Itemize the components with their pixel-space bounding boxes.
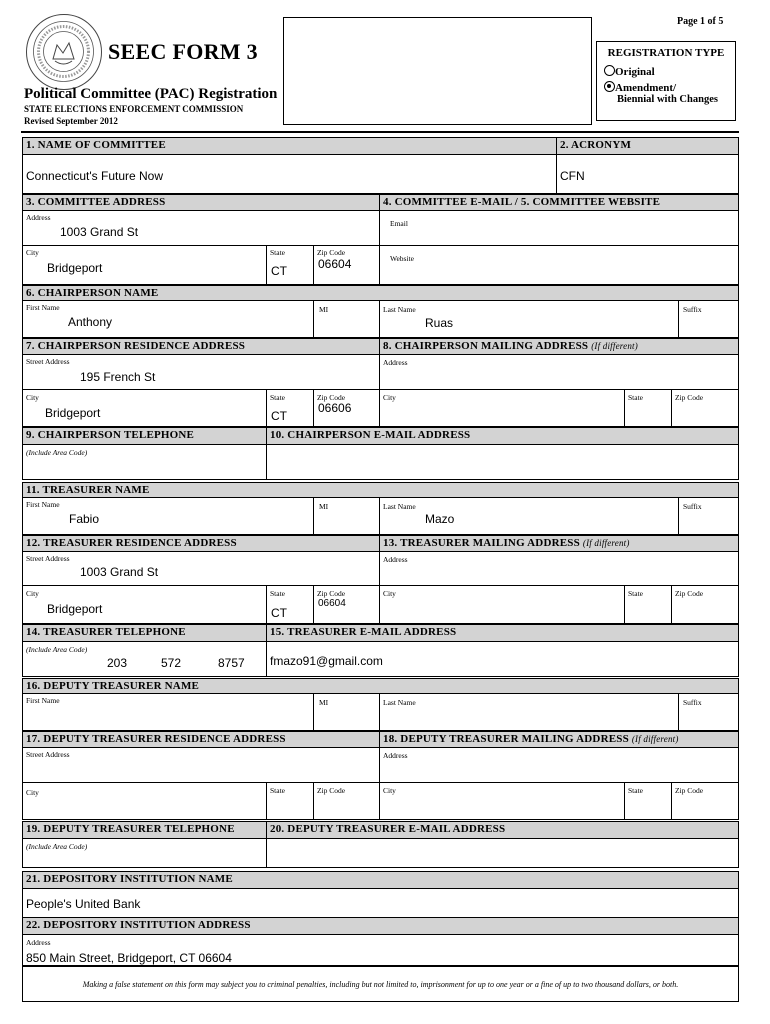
- zip-label: Zip Code: [317, 589, 346, 598]
- treas-last-value: Mazo: [425, 512, 455, 526]
- first-name-label: First Name: [26, 696, 60, 705]
- chair-suffix-field[interactable]: [678, 300, 739, 338]
- bank-name-value: People's United Bank: [26, 897, 141, 911]
- legal-warning: Making a false statement on this form may subject you to criminal penalties, including but not limited to, imprisonment for up to one year or a fine of up to two thousand dollars, or both.: [82, 980, 679, 989]
- bank-name-field[interactable]: [22, 888, 739, 918]
- chair-mailing-zip-field[interactable]: [671, 389, 739, 427]
- chair-street-field[interactable]: [22, 354, 380, 390]
- radio-amendment-icon[interactable]: [604, 81, 615, 92]
- registration-type-box: [596, 41, 736, 121]
- state-seal: [26, 14, 102, 90]
- seal-icon: [27, 15, 100, 88]
- deputy-mi-field[interactable]: [313, 693, 380, 731]
- section-13-title: 13. TREASURER MAILING ADDRESS: [383, 537, 580, 549]
- section-7-header: 7. CHAIRPERSON RESIDENCE ADDRESS: [22, 338, 380, 355]
- amendment-label-line2: Biennial with Changes: [617, 94, 718, 105]
- suffix-label: Suffix: [683, 305, 702, 314]
- street-address-label: Street Address: [26, 357, 70, 366]
- area-code-label: (Include Area Code): [26, 842, 88, 851]
- mi-label: MI: [319, 502, 329, 511]
- committee-state-field[interactable]: [266, 245, 314, 285]
- if-different-label: (If different): [591, 341, 638, 351]
- bank-address-field[interactable]: [22, 934, 739, 966]
- section-13-header: [379, 535, 739, 552]
- chair-zip-value: 06606: [318, 401, 352, 415]
- chair-state-value: CT: [271, 409, 287, 423]
- city-label: City: [26, 393, 39, 402]
- chair-last-field[interactable]: [379, 300, 679, 338]
- first-name-label: First Name: [26, 500, 60, 509]
- section-21-header: 21. DEPOSITORY INSTITUTION NAME: [22, 871, 739, 889]
- section-6-header: 6. CHAIRPERSON NAME: [22, 285, 739, 301]
- treas-first-value: Fabio: [69, 512, 100, 526]
- acronym-field[interactable]: [556, 154, 739, 194]
- chair-mailing-state-field[interactable]: [624, 389, 672, 427]
- section-3-header: 3. COMMITTEE ADDRESS: [22, 194, 380, 211]
- section-16-header: 16. DEPUTY TREASURER NAME: [22, 678, 739, 694]
- section-8-title: 8. CHAIRPERSON MAILING ADDRESS: [383, 340, 589, 352]
- section-9-header: 9. CHAIRPERSON TELEPHONE: [22, 427, 267, 445]
- if-different-label: (If different): [582, 538, 630, 548]
- deputy-mailing-city-field[interactable]: [379, 782, 625, 820]
- committee-address-field[interactable]: [22, 210, 380, 246]
- treas-mailing-address-field[interactable]: [379, 551, 739, 586]
- if-different-label: (If different): [631, 734, 679, 744]
- state-label: State: [270, 786, 285, 795]
- treas-mailing-zip-field[interactable]: [671, 585, 739, 624]
- chair-email-field[interactable]: [266, 444, 739, 480]
- deputy-street-field[interactable]: [22, 747, 380, 783]
- deputy-first-field[interactable]: [22, 693, 314, 731]
- address-label: Address: [383, 358, 408, 367]
- chair-street-value: 195 French St: [80, 370, 156, 384]
- section-11-header: 11. TREASURER NAME: [22, 482, 739, 498]
- section-12-header: 12. TREASURER RESIDENCE ADDRESS: [22, 535, 380, 552]
- committee-state-value: CT: [271, 264, 287, 278]
- city-label: City: [26, 589, 39, 598]
- treas-state-value: CT: [271, 606, 287, 620]
- section-10-header: 10. CHAIRPERSON E-MAIL ADDRESS: [266, 427, 739, 445]
- form-title: SEEC FORM 3: [108, 39, 258, 64]
- first-name-label: First Name: [26, 303, 60, 312]
- committee-name-value: Connecticut's Future Now: [26, 169, 164, 183]
- treas-street-field[interactable]: [22, 551, 380, 586]
- treas-zip-field[interactable]: [313, 585, 380, 624]
- address-label: Address: [26, 213, 51, 222]
- zip-label: Zip Code: [675, 393, 704, 402]
- section-18-header: [379, 731, 739, 748]
- city-label: City: [26, 248, 39, 257]
- treas-email-field[interactable]: [266, 641, 739, 677]
- deputy-mailing-state-field[interactable]: [624, 782, 672, 820]
- state-label: State: [628, 393, 643, 402]
- section-22-header: 22. DEPOSITORY INSTITUTION ADDRESS: [22, 917, 739, 935]
- section-20-header: 20. DEPUTY TREASURER E-MAIL ADDRESS: [266, 821, 739, 839]
- city-label: City: [26, 788, 39, 797]
- state-label: State: [270, 248, 285, 257]
- city-label: City: [383, 393, 396, 402]
- mi-label: MI: [319, 698, 329, 707]
- area-code-label: (Include Area Code): [26, 645, 88, 654]
- office-use-box: [283, 17, 592, 125]
- revised-date: Revised September 2012: [24, 116, 118, 126]
- amendment-label: Amendment/: [615, 82, 677, 94]
- treas-street-value: 1003 Grand St: [80, 565, 159, 579]
- committee-name-field[interactable]: [22, 154, 557, 194]
- treas-suffix-field[interactable]: [678, 497, 739, 535]
- chair-state-field[interactable]: [266, 389, 314, 427]
- city-label: City: [383, 786, 396, 795]
- suffix-label: Suffix: [683, 502, 702, 511]
- committee-website-field[interactable]: [379, 245, 739, 285]
- header-divider: [21, 131, 739, 133]
- address-label: Address: [383, 751, 408, 760]
- section-19-header: 19. DEPUTY TREASURER TELEPHONE: [22, 821, 267, 839]
- acronym-value: CFN: [560, 169, 585, 183]
- chair-first-value: Anthony: [68, 315, 113, 329]
- committee-email-field[interactable]: [379, 210, 739, 246]
- section-1-header: 1. NAME OF COMMITTEE: [22, 137, 557, 155]
- deputy-suffix-field[interactable]: [678, 693, 739, 731]
- option-amendment[interactable]: [604, 81, 735, 94]
- city-label: City: [383, 589, 396, 598]
- radio-original-icon[interactable]: [604, 65, 615, 76]
- mi-label: MI: [319, 305, 329, 314]
- suffix-label: Suffix: [683, 698, 702, 707]
- last-name-label: Last Name: [383, 305, 416, 314]
- treas-zip-value: 06604: [318, 598, 346, 609]
- footer-box: [22, 966, 739, 1002]
- section-4-header: 4. COMMITTEE E-MAIL / 5. COMMITTEE WEBSITE: [379, 194, 739, 211]
- last-name-label: Last Name: [383, 698, 416, 707]
- committee-zip-field[interactable]: [313, 245, 380, 285]
- page-number: Page 1 of 5: [677, 16, 724, 27]
- deputy-mailing-zip-field[interactable]: [671, 782, 739, 820]
- chair-city-value: Bridgeport: [45, 406, 101, 420]
- section-8-header: [379, 338, 739, 355]
- chair-phone-field[interactable]: [22, 444, 267, 480]
- committee-address-value: 1003 Grand St: [60, 225, 139, 239]
- email-label: Email: [390, 219, 408, 228]
- treas-state-field[interactable]: [266, 585, 314, 624]
- chair-city-field[interactable]: [22, 389, 267, 427]
- state-label: State: [270, 393, 285, 402]
- section-14-header: 14. TREASURER TELEPHONE: [22, 624, 267, 642]
- original-label: Original: [615, 66, 655, 78]
- treas-mi-field[interactable]: [313, 497, 380, 535]
- chair-mailing-city-field[interactable]: [379, 389, 625, 427]
- chair-mi-field[interactable]: [313, 300, 380, 338]
- treas-city-value: Bridgeport: [47, 602, 103, 616]
- treas-mailing-city-field[interactable]: [379, 585, 625, 624]
- option-original[interactable]: [604, 65, 735, 78]
- address-label: Address: [26, 938, 51, 947]
- treas-last-field[interactable]: [379, 497, 679, 535]
- section-18-title: 18. DEPUTY TREASURER MAILING ADDRESS: [383, 733, 629, 745]
- zip-label: Zip Code: [317, 786, 346, 795]
- zip-label: Zip Code: [675, 589, 704, 598]
- committee-city-value: Bridgeport: [47, 261, 103, 275]
- deputy-last-field[interactable]: [379, 693, 679, 731]
- agency-name: STATE ELECTIONS ENFORCEMENT COMMISSION: [24, 104, 244, 114]
- deputy-email-field[interactable]: [266, 838, 739, 868]
- last-name-label: Last Name: [383, 502, 416, 511]
- deputy-city-field[interactable]: [22, 782, 267, 820]
- treas-city-field[interactable]: [22, 585, 267, 624]
- zip-label: Zip Code: [317, 248, 346, 257]
- treas-phone-line: 8757: [218, 656, 245, 670]
- deputy-zip-field[interactable]: [313, 782, 380, 820]
- treas-mailing-state-field[interactable]: [624, 585, 672, 624]
- treas-phone-field[interactable]: [22, 641, 267, 677]
- chair-last-value: Ruas: [425, 316, 454, 330]
- chair-mailing-address-field[interactable]: [379, 354, 739, 390]
- address-label: Address: [383, 555, 408, 564]
- committee-city-field[interactable]: [22, 245, 267, 285]
- deputy-state-field[interactable]: [266, 782, 314, 820]
- state-label: State: [628, 786, 643, 795]
- zip-label: Zip Code: [675, 786, 704, 795]
- street-address-label: Street Address: [26, 554, 70, 563]
- website-label: Website: [390, 254, 414, 263]
- form-subtitle: Political Committee (PAC) Registration: [24, 86, 278, 102]
- section-17-header: 17. DEPUTY TREASURER RESIDENCE ADDRESS: [22, 731, 380, 748]
- zip-label: Zip Code: [317, 393, 346, 402]
- committee-zip-value: 06604: [318, 257, 352, 271]
- chair-zip-field[interactable]: [313, 389, 380, 427]
- bank-address-value: 850 Main Street, Bridgeport, CT 06604: [26, 951, 232, 965]
- state-label: State: [628, 589, 643, 598]
- area-code-label: (Include Area Code): [26, 448, 88, 457]
- state-label: State: [270, 589, 285, 598]
- chair-first-field[interactable]: [22, 300, 314, 338]
- registration-type-title: REGISTRATION TYPE: [607, 47, 725, 59]
- street-address-label: Street Address: [26, 750, 70, 759]
- treas-phone-prefix: 572: [161, 656, 182, 670]
- treas-first-field[interactable]: [22, 497, 314, 535]
- deputy-phone-field[interactable]: [22, 838, 267, 868]
- section-2-header: 2. ACRONYM: [556, 137, 739, 155]
- treas-email-value: fmazo91@gmail.com: [270, 654, 383, 668]
- deputy-mailing-address-field[interactable]: [379, 747, 739, 783]
- treas-phone-area: 203: [107, 656, 128, 670]
- section-15-header: 15. TREASURER E-MAIL ADDRESS: [266, 624, 739, 642]
